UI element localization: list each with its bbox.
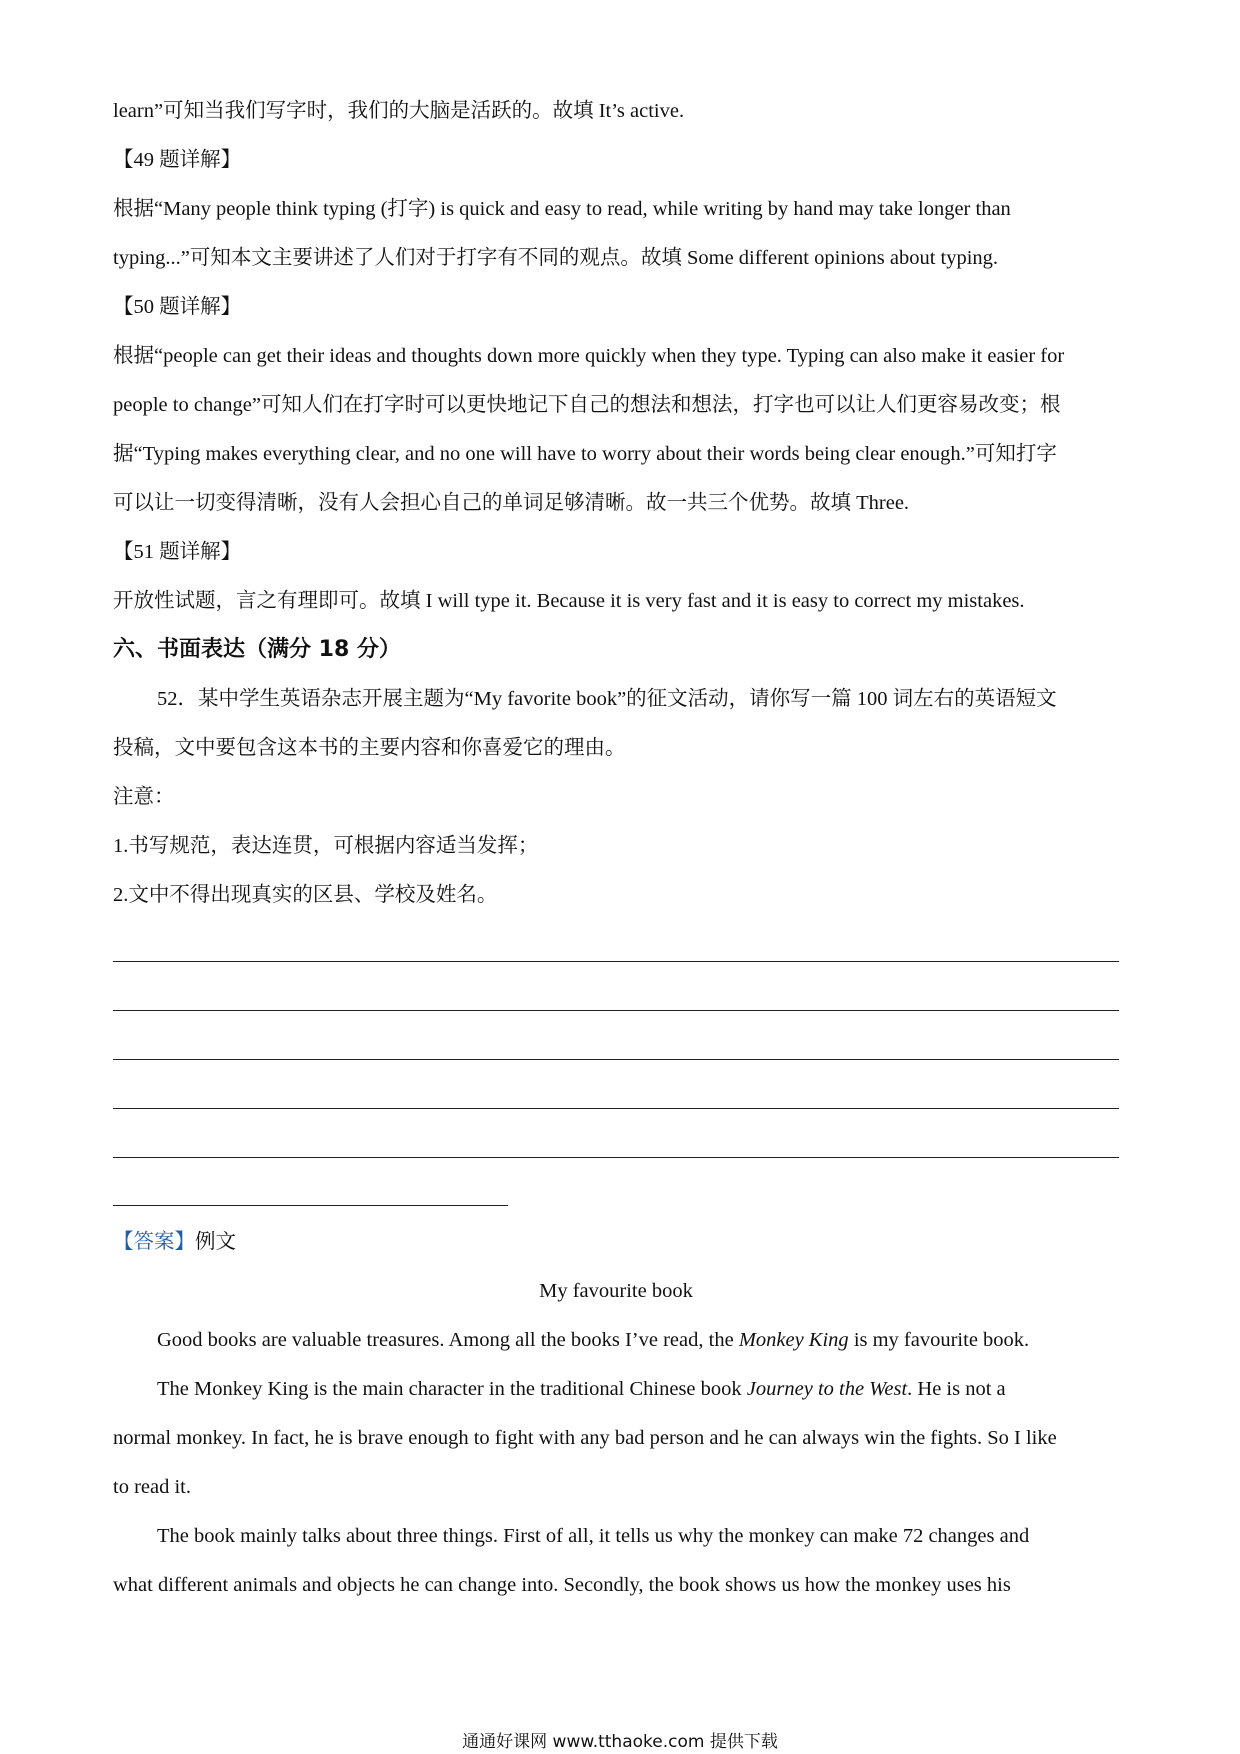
answer-tag: 【答案】 [113, 1231, 195, 1253]
q52-prompt-line-2: 投稿，文中要包含这本书的主要内容和你喜爱它的理由。 [113, 737, 626, 759]
q50-line-1: 根据“people can get their ideas and thoughts down more quickly when they type. Typing can also make it easier for [113, 345, 1065, 367]
section-heading: 六、书面表达（满分 18 分） [113, 637, 401, 662]
essay-paragraph-2-line-2: normal monkey. In fact, he is brave enough to fight with any bad person and he can always win the fights. So I like [113, 1427, 1057, 1449]
note-1: 1.书写规范，表达连贯，可根据内容适当发挥； [113, 835, 539, 857]
q49-line-2: typing...”可知本文主要讲述了人们对于打字有不同的观点。故填 Some different opinions about typing. [113, 247, 999, 269]
writing-line [113, 1010, 1119, 1011]
note-2: 2.文中不得出现真实的区县、学校及姓名。 [113, 884, 498, 906]
writing-line [113, 1059, 1119, 1060]
q51-title: 【51 题详解】 [113, 541, 242, 563]
writing-line-short [113, 1205, 508, 1206]
book-title: Journey to the West [746, 1378, 908, 1400]
essay-text: Good books are valuable treasures. Among all the books I’ve read, the [157, 1329, 739, 1351]
note-label: 注意： [113, 786, 175, 808]
essay-text: . He is not a [907, 1378, 1006, 1400]
q51-line-1: 开放性试题，言之有理即可。故填 I will type it. Because it is very fast and it is easy to correct my mistakes. [113, 590, 1025, 612]
q50-line-3: 据“Typing makes everything clear, and no one will have to worry about their words being clear enough.”可知打字 [113, 443, 1057, 465]
essay-text: is my favourite book. [848, 1329, 1030, 1351]
q50-line-2: people to change”可知人们在打字时可以更快地记下自己的想法和想法，打字也可以让人们更容易改变；根 [113, 394, 1061, 416]
prev-answer-tail: learn”可知当我们写字时，我们的大脑是活跃的。故填 It’s active. [113, 100, 685, 122]
essay-paragraph-3-line-2: what different animals and objects he can change into. Secondly, the book shows us how the monkey uses his [113, 1574, 1011, 1596]
writing-line [113, 1108, 1119, 1109]
q49-line-1: 根据“Many people think typing (打字) is quick and easy to read, while writing by hand may take longer than [113, 198, 1011, 220]
essay-paragraph-2-line-1 [113, 1374, 1006, 1404]
essay-paragraph-3-line-1: The book mainly talks about three things. First of all, it tells us why the monkey can make 72 changes and [157, 1525, 1030, 1547]
answer-heading [113, 1227, 236, 1257]
q49-title: 【49 题详解】 [113, 149, 242, 171]
writing-line [113, 961, 1119, 962]
writing-line [113, 1157, 1119, 1158]
essay-paragraph-1 [113, 1325, 1029, 1355]
q50-line-4: 可以让一切变得清晰，没有人会担心自己的单词足够清晰。故一共三个优势。故填 Three. [113, 492, 910, 514]
essay-title: My favourite book [539, 1280, 693, 1302]
q52-prompt-line-1: 52．某中学生英语杂志开展主题为“My favorite book”的征文活动，请你写一篇 100 词左右的英语短文 [157, 688, 1057, 710]
essay-paragraph-2-line-3: to read it. [113, 1476, 191, 1498]
footer-watermark: 通通好课网 www.tthaoke.com 提供下载 [462, 1732, 778, 1752]
essay-text: The Monkey King is the main character in the traditional Chinese book [157, 1378, 747, 1400]
answer-label: 例文 [195, 1231, 236, 1253]
book-title: Monkey King [738, 1329, 849, 1351]
q50-title: 【50 题详解】 [113, 296, 242, 318]
